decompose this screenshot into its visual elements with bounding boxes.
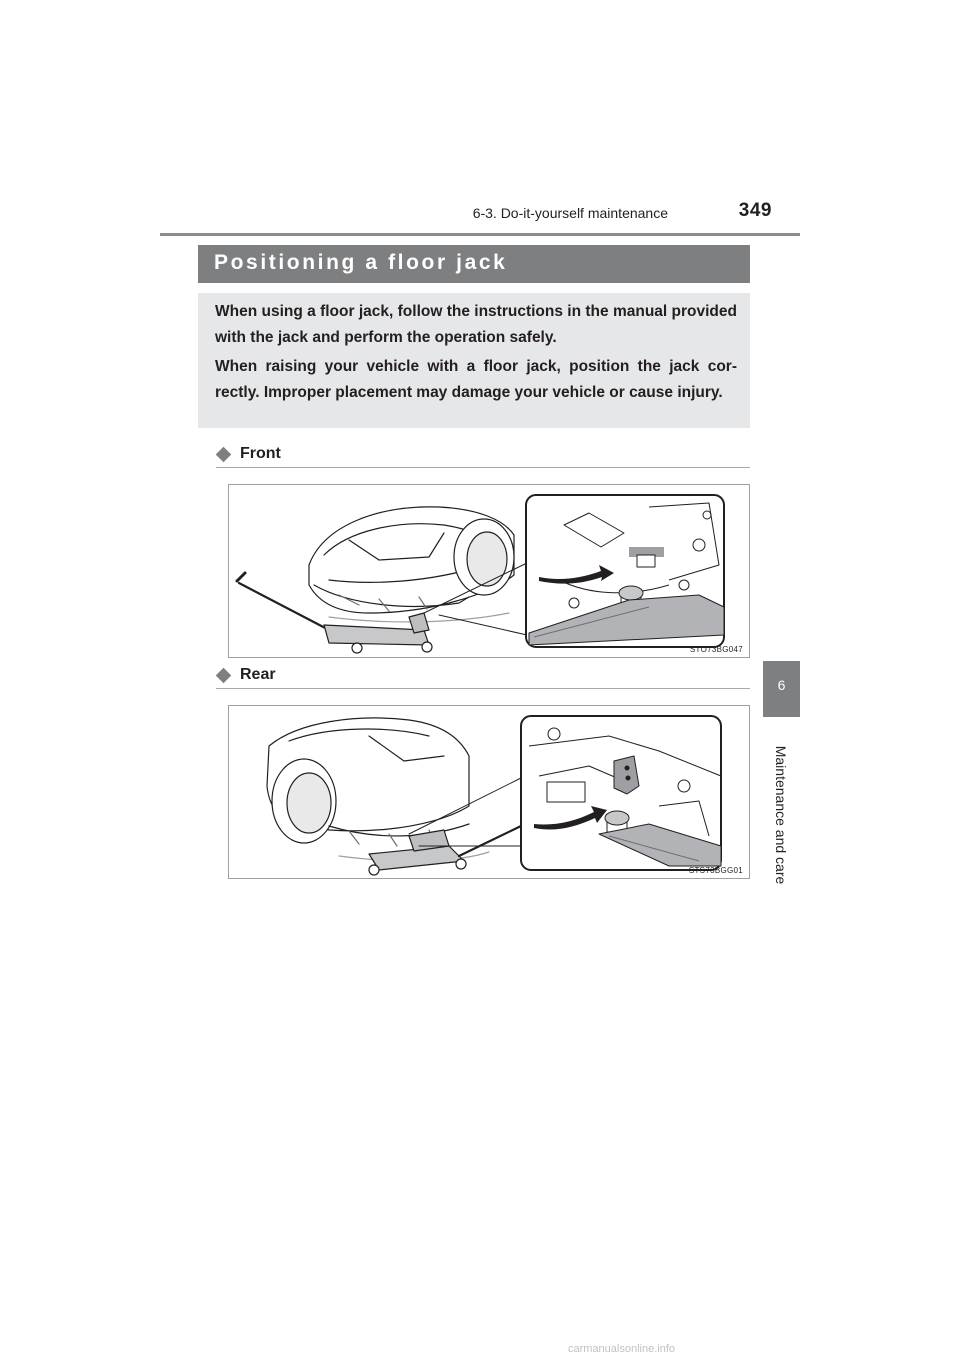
front-heading-rule [216,467,750,468]
front-heading [216,443,281,465]
front-jack-illustration [228,484,750,658]
page-title: Positioning a floor jack [214,251,508,274]
header-divider [160,233,800,236]
diamond-bullet-icon [216,667,232,683]
rear-heading-rule [216,688,750,689]
rear-heading-label: Rear [240,666,276,683]
section-title-bar [198,245,750,283]
front-heading-label: Front [240,445,281,462]
intro-paragraph-1: When using a floor jack, follow the instructions in the manual provided with the jack and perform the operation safely. [215,303,737,346]
chapter-number: 6 [777,677,786,693]
rear-figure-code: STS73BGG01 [688,866,743,875]
page-number: 349 [738,200,772,221]
intro-box [198,293,750,428]
front-jack-drawing [229,485,750,658]
watermark-text: carmanualsonline.info [568,1343,676,1355]
header-section-title: 6-3. Do-it-yourself maintenance [472,205,668,221]
chapter-tab [763,661,800,717]
rear-jack-drawing [229,706,750,879]
rear-heading [216,664,276,686]
chapter-title-vertical: Maintenance and care [773,745,789,885]
intro-paragraph-2: When raising your vehicle with a floor jack, position the jack cor-rectly. Improper placement may damage your vehicle or cause injury. [215,358,737,401]
rear-jack-illustration [228,705,750,879]
front-figure-code: STO73BG047 [689,645,743,654]
diamond-bullet-icon [216,446,232,462]
